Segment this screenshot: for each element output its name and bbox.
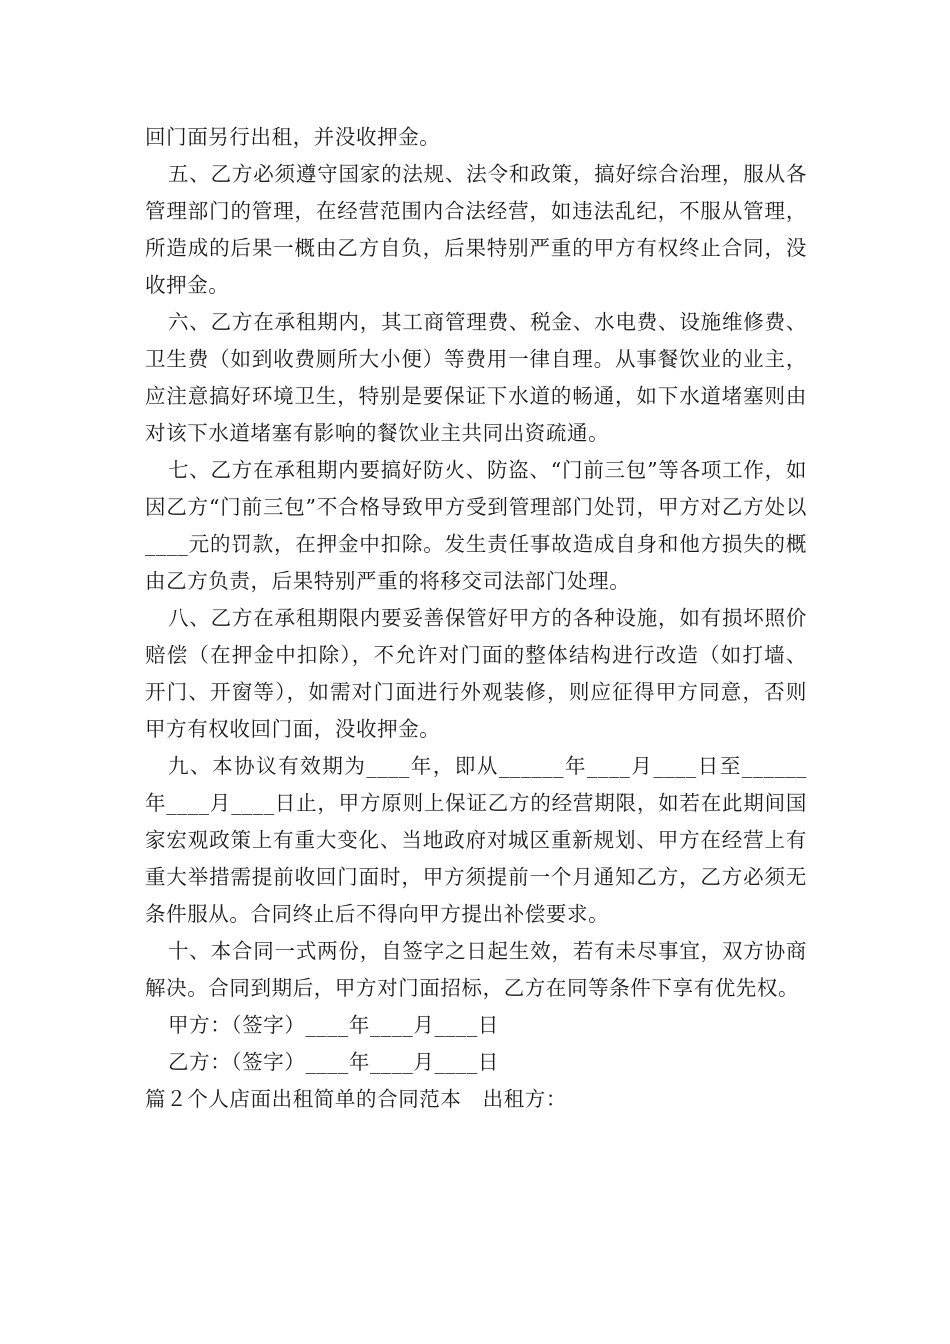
- clause-10: 十、本合同一式两份，自签字之日起生效，若有未尽事宜，双方协商解决。合同到期后，甲方对门面招标，乙方在同等条件下享有优先权。: [145, 939, 807, 1000]
- clause-5: 五、乙方必须遵守国家的法规、法令和政策，搞好综合治理，服从各管理部门的管理，在经营范围内合法经营，如违法乱纪，不服从管理，所造成的后果一概由乙方自负，后果特别严重的甲方有权终止合同，没收押金。: [145, 162, 807, 297]
- signature-party-a: 甲方：（签字）____年____月____日: [168, 1013, 499, 1037]
- paragraph-continuation: 回门面另行出租，并没收押金。: [145, 125, 441, 149]
- clause-6: 六、乙方在承租期内，其工商管理费、税金、水电费、设施维修费、卫生费（如到收费厕所大小便）等费用一律自理。从事餐饮业的业主，应注意搞好环境卫生，特别是要保证下水道的畅通，如下水道堵塞则由对该下水道堵塞有影响的餐饮业主共同出资疏通。: [145, 310, 807, 445]
- signature-party-b: 乙方：（签字）____年____月____日: [168, 1050, 499, 1074]
- clause-8: 八、乙方在承租期限内要妥善保管好甲方的各种设施，如有损坏照价赔偿（在押金中扣除），不允许对门面的整体结构进行改造（如打墙、开门、开窗等），如需对门面进行外观装修，则应征得甲方同意，否则甲方有权收回门面，没收押金。: [145, 606, 807, 741]
- document-body: [145, 119, 807, 1118]
- clause-7: 七、乙方在承租期内要搞好防火、防盗、“门前三包”等各项工作，如因乙方“门前三包”不合格导致甲方受到管理部门处罚，甲方对乙方处以____元的罚款，在押金中扣除。发生责任事故造成自身和他方损失的概由乙方负责，后果特别严重的将移交司法部门处理。: [145, 458, 807, 593]
- next-contract-heading: 篇２个人店面出租简单的合同范本 出租方：: [145, 1087, 567, 1111]
- clause-9: 九、本协议有效期为____年，即从______年____月____日至______年____月____日止，甲方原则上保证乙方的经营期限，如若在此期间国家宏观政策上有重大变化、当地政府对城区重新规划、甲方在经营上有重大举措需提前收回门面时，甲方须提前一个月通知乙方，乙方必须无条件服从。合同终止后不得向甲方提出补偿要求。: [145, 754, 807, 926]
